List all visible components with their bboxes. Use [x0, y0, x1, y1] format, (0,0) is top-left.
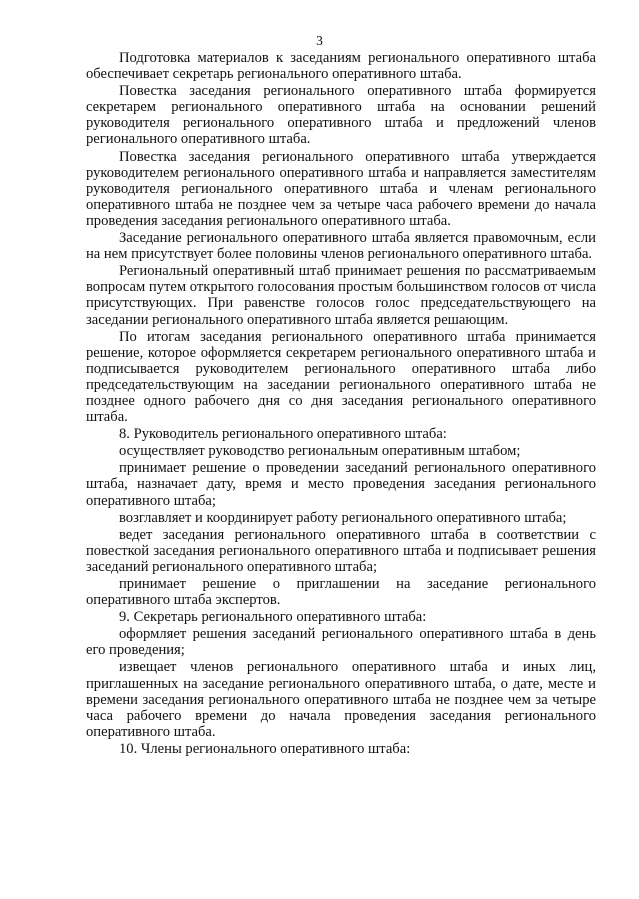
head-duty-chairing: ведет заседания регионального оперативного штаба в соответствии с повесткой заседания регионального оперативного штаба и подписывает решения заседаний регионального оперативного штаба; — [86, 526, 596, 575]
paragraph-materials-preparation: Подготовка материалов к заседаниям регионального оперативного штаба обеспечивает секретарь регионального оперативного штаба. — [86, 50, 596, 83]
secretary-duty-notification: извещает членов регионального оперативного штаба и иных лиц, приглашенных на заседание регионального оперативного штаба, о дате, месте и времени заседания регионального оперативного штаба не позднее чем за четыре часа рабочего времени до начала проведения заседания регионального оперативного штаба. — [86, 659, 596, 740]
paragraph-agenda-approval: Повестка заседания регионального оперативного штаба утверждается руководителем регионального оперативного штаба и направляется заместителям руководителя регионального оперативного штаба и членам регионального оперативного штаба не позднее чем за четыре часа рабочего времени до начала проведения заседания регионального оперативного штаба. — [86, 148, 596, 229]
head-duty-experts: принимает решение о приглашении на заседание регионального оперативного штаба экспертов. — [86, 576, 596, 609]
section-10-heading: 10. Члены регионального оперативного штаба: — [119, 740, 411, 757]
secretary-duty-decisions: оформляет решения заседаний регионального оперативного штаба в день его проведения; — [86, 626, 596, 659]
paragraph-agenda-formation: Повестка заседания регионального оперативного штаба формируется секретарем регионального оперативного штаба на основании решений руководителя регионального оперативного штаба и предложений членов регионального оперативного штаба. — [86, 83, 596, 148]
paragraph-voting: Региональный оперативный штаб принимает решения по рассматриваемым вопросам путем открытого голосования простым большинством голосов от числа присутствующих. При равенстве голосов голос председательствующего на заседании регионального оперативного штаба является решающим. — [86, 263, 596, 328]
head-duty-meeting-decision: принимает решение о проведении заседаний регионального оперативного штаба, назначает дату, время и место проведения заседания регионального оперативного штаба; — [86, 460, 596, 509]
paragraph-meeting-decision: По итогам заседания регионального оперативного штаба принимается решение, которое оформляется секретарем регионального оперативного штаба и подписывается руководителем регионального оперативного штаба либо председательствующим на заседании регионального оперативного штаба не позднее одного рабочего дня со дня заседания регионального оперативного штаба. — [86, 328, 596, 426]
head-duty-leadership: осуществляет руководство региональным оперативным штабом; — [119, 443, 521, 460]
section-9-heading: 9. Секретарь регионального оперативного штаба: — [119, 609, 427, 626]
paragraph-quorum: Заседание регионального оперативного штаба является правомочным, если на нем присутствует более половины членов регионального оперативного штаба. — [86, 230, 596, 263]
document-body — [86, 50, 596, 758]
page-number: 3 — [316, 33, 323, 48]
section-8-heading: 8. Руководитель регионального оперативного штаба: — [119, 426, 447, 443]
head-duty-coordination: возглавляет и координирует работу регионального оперативного штаба; — [119, 509, 567, 526]
